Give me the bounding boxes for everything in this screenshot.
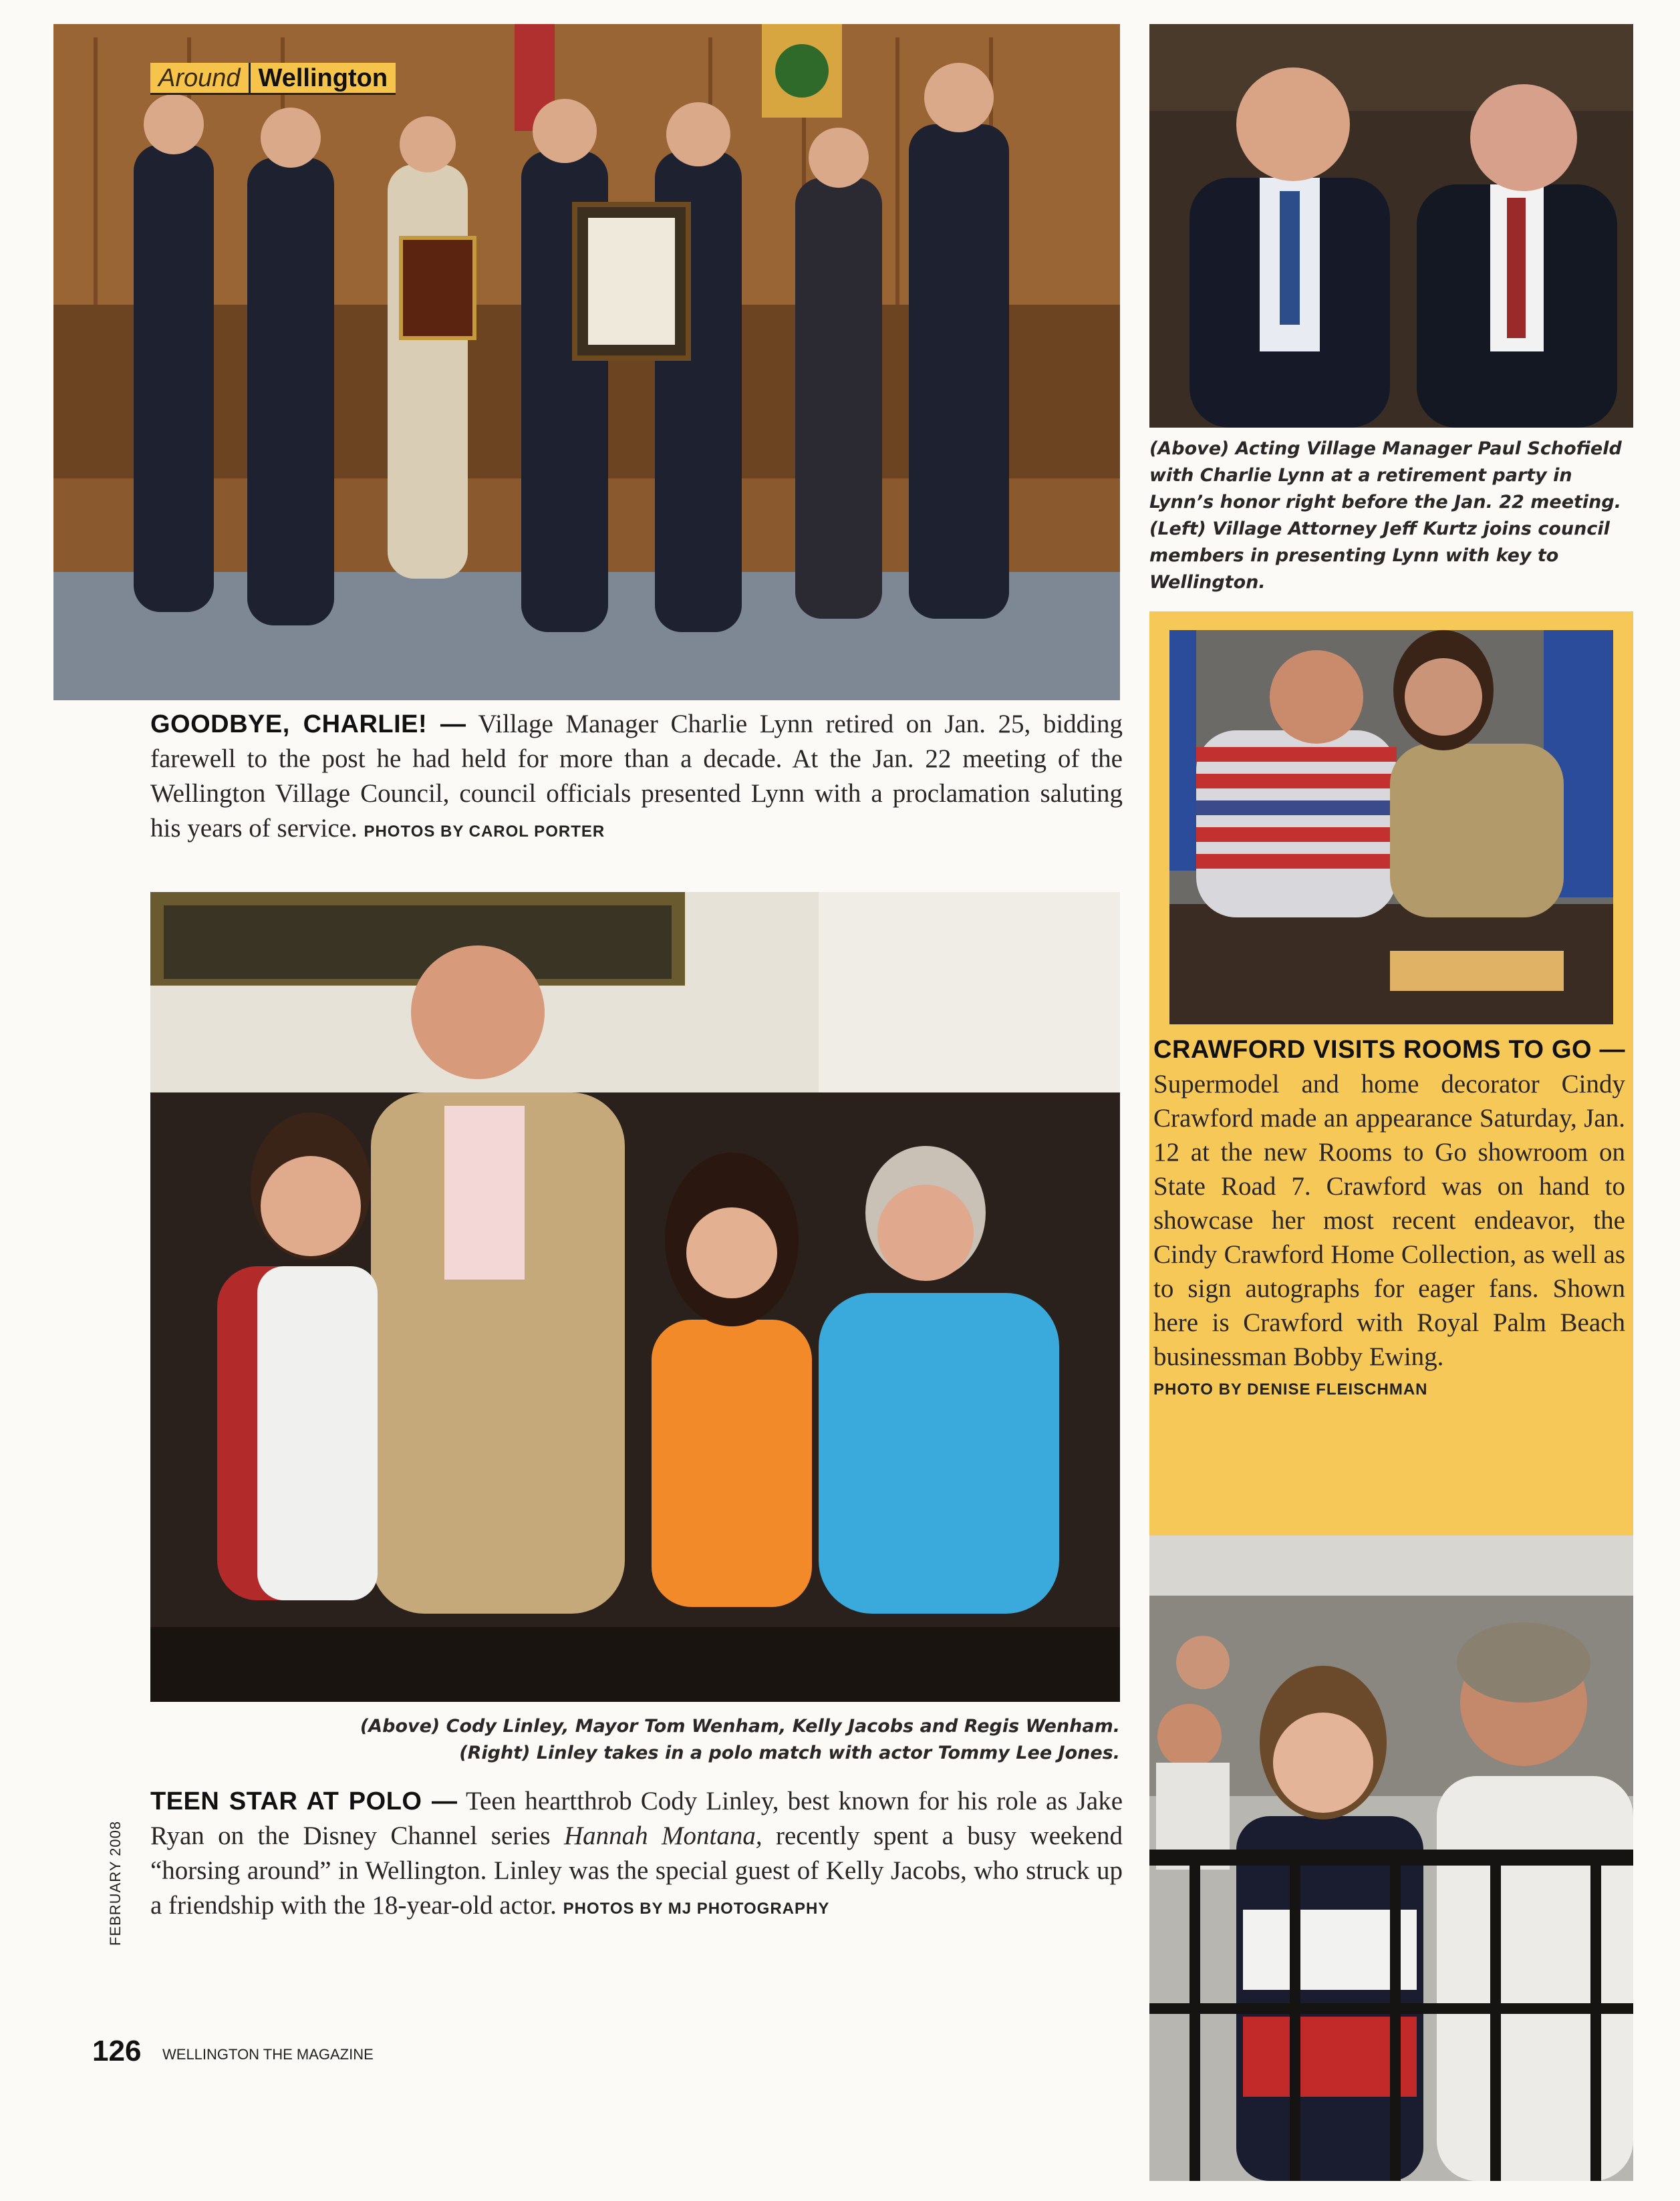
section-tag <box>150 63 396 95</box>
crawford-photo <box>1169 630 1613 1024</box>
crawford-story <box>1153 1032 1625 1374</box>
retirement-caption-line: with Charlie Lynn at a retirement party in <box>1149 465 1572 486</box>
council-photo <box>53 24 1120 700</box>
council-photo-image <box>53 24 1120 700</box>
retirement-caption <box>1149 436 1633 596</box>
section-tag-name: Wellington <box>249 63 396 95</box>
linley-photo-image <box>150 892 1120 1702</box>
polo-photo <box>1149 1535 1633 2181</box>
polo-body-end: recently spent a busy weekend “horsing around” in Wellington. Linley was the special guest of Kelly Jacobs, who struck up a friendship with the 18-year-old actor. <box>150 1821 1123 1920</box>
retirement-caption-line: (Left) Village Attorney Jeff Kurtz joins council <box>1149 519 1610 539</box>
polo-story <box>150 1784 1123 1926</box>
polo-body-start: Teen heartthrob Cody Linley, best known for his role as Jake Ryan on the Disney Channel series <box>150 1787 1123 1850</box>
linley-caption <box>150 1713 1120 1767</box>
retirement-caption-line: Lynn’s honor right before the Jan. 22 meeting. <box>1149 492 1621 512</box>
polo-credit: PHOTOS BY MJ PHOTOGRAPHY <box>563 1900 830 1918</box>
crawford-sidebar <box>1149 611 1633 1584</box>
charlie-story <box>150 707 1123 849</box>
retirement-caption-line: members in presenting Lynn with key to <box>1149 545 1559 566</box>
crawford-photo-image <box>1169 630 1613 1024</box>
crawford-credit: PHOTO BY DENISE FLEISCHMAN <box>1153 1380 1428 1399</box>
retirement-caption-line: Wellington. <box>1149 572 1266 593</box>
linley-caption-line: (Right) Linley takes in a polo match with actor Tommy Lee Jones. <box>459 1743 1120 1763</box>
page-number: 126 <box>92 2035 142 2067</box>
retirement-caption-line: (Above) Acting Village Manager Paul Schofield <box>1149 438 1622 459</box>
polo-series-title: Hannah Montana, <box>563 1821 762 1850</box>
linley-caption-line: (Above) Cody Linley, Mayor Tom Wenham, Kelly Jacobs and Regis Wenham. <box>360 1716 1120 1737</box>
crawford-body: Supermodel and home decorator Cindy Crawford made an appearance Saturday, Jan. 12 at the new Rooms to Go showroom on State Road 7. Crawford was on hand to showcase her most recent endeavor, the Cindy Crawford Home Collection, as well as to sign autographs for eager fans. Shown here is Crawford with Royal Palm Beach businessman Bobby Ewing. <box>1153 1070 1625 1371</box>
charlie-headline: GOODBYE, CHARLIE! — <box>150 710 466 738</box>
polo-photo-image <box>1149 1535 1633 2181</box>
retirement-photo-image <box>1149 24 1633 428</box>
charlie-credit: PHOTOS BY CAROL PORTER <box>364 823 605 841</box>
charlie-body: Village Manager Charlie Lynn retired on Jan. 25, bidding farewell to the post he had held for more than a decade. At the Jan. 22 meeting of the Wellington Village Council, council officials presented Lynn with a proclamation saluting his years of service. <box>150 710 1123 843</box>
crawford-headline: CRAWFORD VISITS ROOMS TO GO — <box>1153 1036 1625 1064</box>
issue-date: FEBRUARY 2008 <box>107 1820 124 1946</box>
retirement-photo <box>1149 24 1633 428</box>
linley-photo <box>150 892 1120 1702</box>
magazine-name: WELLINGTON THE MAGAZINE <box>162 2046 374 2063</box>
polo-headline: TEEN STAR AT POLO — <box>150 1787 458 1815</box>
section-tag-around: Around <box>150 63 249 95</box>
